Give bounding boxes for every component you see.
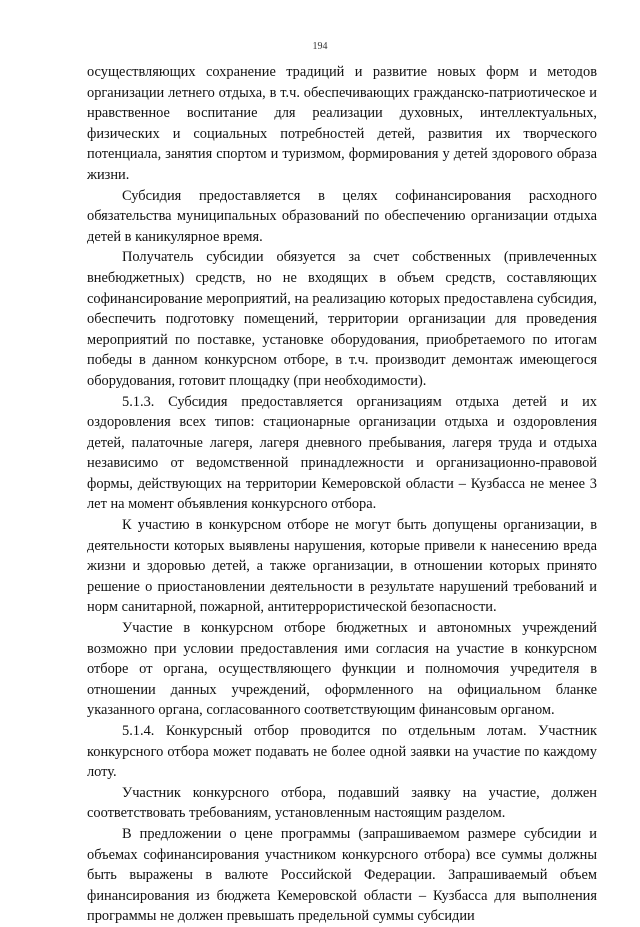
document-body: [87, 62, 597, 927]
paragraph-5: К участию в конкурсном отборе не могут быть допущены организации, в деятельности которых выявлены нарушения, которые привели к нанесению вреда жизни и здоровью детей, а также организации, в отношении которых принято решение о приостановлении деятельности в результате нарушений требований и норм санитарной, пожарной, антитеррористической безопасности.: [87, 517, 597, 616]
paragraph-4: 5.1.3. Субсидия предоставляется организациям отдыха детей и их оздоровления всех типов: стационарные организации отдыха и оздоровления детей, палаточные лагеря, лагеря дневного пребывания, лагеря труда и отдыха независимо от ведомственной принадлежности и организационно-правовой формы, действующих на территории Кемеровской области – Кузбасса не менее 3 лет на момент объявления конкурсного отбора.: [87, 393, 597, 513]
paragraph-7: 5.1.4. Конкурсный отбор проводится по отдельным лотам. Участник конкурсного отбора может подавать не более одной заявки на участие по каждому лоту.: [87, 723, 597, 781]
paragraph-9: В предложении о цене программы (запрашиваемом размере субсидии и объемах софинансирования участником конкурсного отбора) все суммы должны быть выражены в валюте Российской Федерации. Запрашиваемый объем финансирования из бюджета Кемеровской области – Кузбасса для выполнения программы не должен превышать предельной суммы субсидии: [87, 825, 597, 925]
page-number: 194: [312, 41, 328, 52]
paragraph-2: Субсидия предоставляется в целях софинансирования расходного обязательства муниципальных образований по обеспечению организации отдыха детей в каникулярное время.: [87, 187, 597, 245]
paragraph-8: Участник конкурсного отбора, подавший заявку на участие, должен соответствовать требованиям, установленным настоящим разделом.: [87, 784, 597, 822]
paragraph-1: осуществляющих сохранение традиций и развитие новых форм и методов организации летнего отдыха, в т.ч. обеспечивающих гражданско-патриотическое и нравственное воспитание для реализации духовных, интеллектуальных, физических и социальных потребностей детей, развития их творческого потенциала, занятия спортом и туризмом, формирования у детей здорового образа жизни.: [87, 64, 597, 183]
paragraph-3: Получатель субсидии обязуется за счет собственных (привлеченных внебюджетных) средств, но не входящих в объем средств, составляющих софинансирование мероприятий, на реализацию которых предоставлена субсидия, обеспечить подготовку помещений, территории организации для проведения мероприятий по поставке, установке оборудования, приобретаемого по итогам победы в данном конкурсном отборе, в т.ч. производит демонтаж имеющегося оборудования, готовит площадку (при необходимости).: [87, 249, 597, 389]
paragraph-6: Участие в конкурсном отборе бюджетных и автономных учреждений возможно при условии предоставления ими согласия на участие в конкурсном отборе от органа, осуществляющего функции и полномочия учредителя в отношении данных учреждений, оформленного на официальном бланке указанного органа, согласованного соответствующим финансовым органом.: [87, 620, 597, 719]
